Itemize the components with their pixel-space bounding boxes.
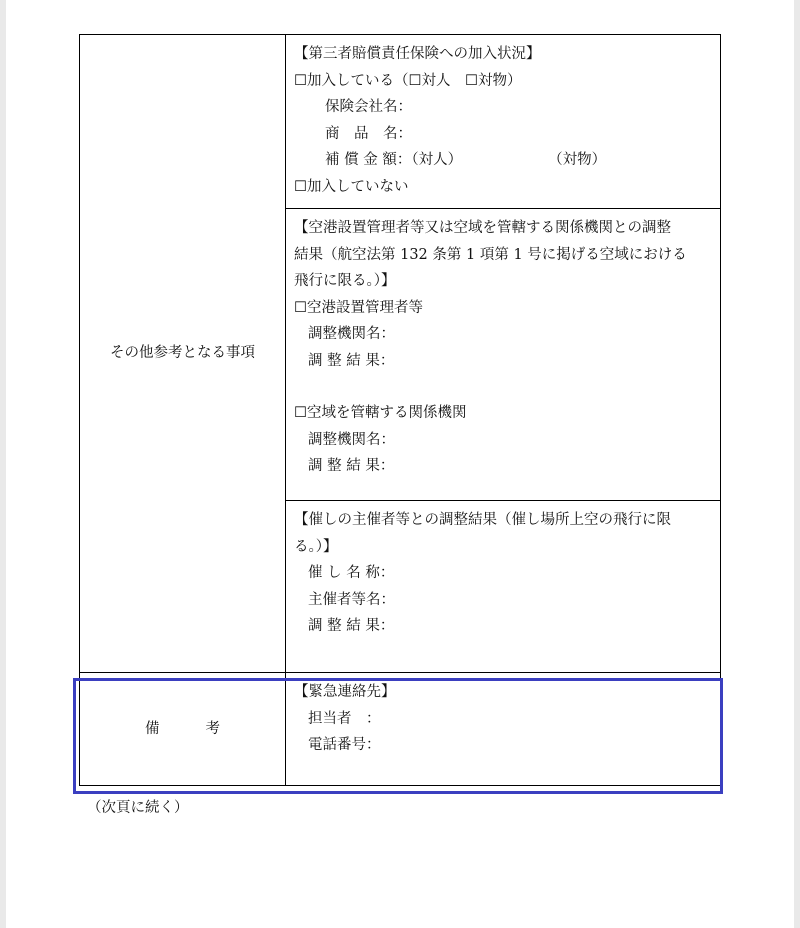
event-result-field[interactable]: 調 整 結 果：	[308, 618, 395, 634]
insurance-heading: 【第三者賠償責任保険への加入状況】	[294, 46, 541, 62]
insurance-product-field[interactable]: 商 品 名：	[325, 125, 412, 142]
remarks-label-cell	[80, 673, 286, 786]
airport-coordination-cell	[286, 209, 721, 501]
event-organizer-field[interactable]: 主催者等名：	[308, 591, 395, 608]
insurance-joined-checkbox[interactable]: ☐加入している（☐対人 ☐対物）	[294, 72, 522, 89]
airport-manager-checkbox[interactable]: ☐空港設置管理者等	[294, 299, 423, 316]
remarks-label-b: 考	[205, 720, 220, 737]
coverage-person-label: 補 償 金 額：（対人）	[325, 152, 463, 168]
event-heading-line-2: る。）】	[294, 538, 338, 555]
insurance-row	[80, 35, 721, 209]
emergency-contact-heading: 【緊急連絡先】	[294, 684, 396, 700]
event-name-field[interactable]: 催 し 名 称：	[308, 565, 395, 581]
insurance-company-field[interactable]: 保険会社名：	[325, 99, 412, 115]
continued-note: （次頁に続く）	[87, 800, 189, 816]
airspace-authority-org-field[interactable]: 調整機関名：	[308, 431, 395, 448]
contact-person-field[interactable]: 担当者 ：	[308, 710, 381, 727]
remarks-row	[80, 673, 721, 786]
other-reference-label-cell	[80, 35, 286, 673]
insurance-cell	[286, 35, 721, 209]
insurance-coverage-field[interactable]	[294, 147, 712, 174]
airspace-authority-result-field[interactable]: 調 整 結 果：	[308, 458, 395, 474]
contact-phone-field[interactable]: 電話番号：	[308, 737, 381, 753]
application-form-table	[79, 34, 721, 786]
airspace-authority-checkbox[interactable]: ☐空域を管轄する関係機関	[294, 405, 467, 421]
event-heading-line-1: 【催しの主催者等との調整結果（催し場所上空の飛行に限	[294, 512, 671, 528]
airport-heading-line-3: 飛行に限る。）】	[294, 273, 396, 289]
insurance-not-joined-checkbox[interactable]: ☐加入していない	[294, 178, 409, 195]
airport-manager-org-field[interactable]: 調整機関名：	[308, 326, 395, 342]
remarks-cell	[286, 673, 721, 786]
airport-heading-line-1: 【空港設置管理者等又は空域を管轄する関係機関との調整	[294, 220, 671, 236]
remarks-label-a: 備	[145, 720, 160, 737]
event-coordination-cell	[286, 501, 721, 673]
other-reference-label: その他参考となる事項	[110, 345, 255, 362]
airport-heading-line-2: 結果（航空法第 132 条第 1 項第 1 号に掲げる空域における	[294, 246, 687, 263]
coverage-object-label: （対物）	[548, 152, 607, 168]
airport-manager-result-field[interactable]: 調 整 結 果：	[308, 352, 395, 369]
